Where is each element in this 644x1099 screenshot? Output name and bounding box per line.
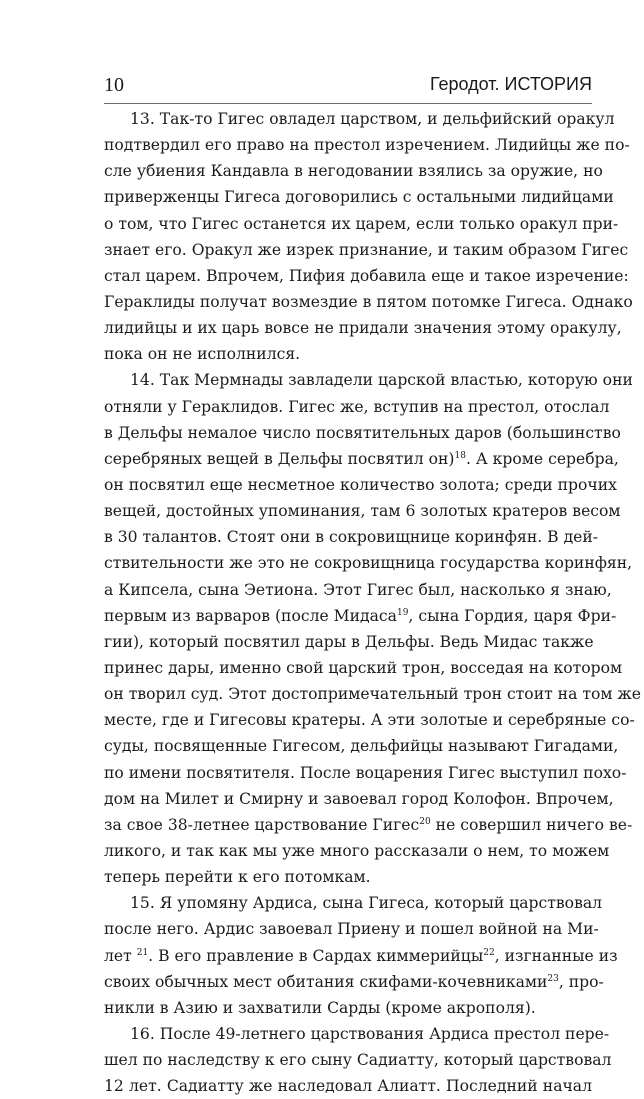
text-segment: сле убиения Кандавла в негодовании взялись за оружие, но bbox=[104, 162, 603, 181]
text-segment: Гераклиды получат возмездие в пятом потомке Гигеса. Однако bbox=[104, 292, 633, 311]
text-segment: гии), который посвятил дары в Дельфы. Ведь Мидас также bbox=[104, 632, 594, 651]
page-header bbox=[104, 74, 592, 100]
text-line bbox=[104, 158, 603, 184]
text-line bbox=[104, 812, 633, 838]
footnote-ref: 21 bbox=[136, 947, 149, 958]
text-segment: ствительности же это не сокровищница государства коринфян, bbox=[104, 554, 633, 573]
text-line bbox=[104, 106, 615, 132]
footnote-ref: 19 bbox=[396, 607, 409, 618]
text-segment: в 30 талантов. Стоят они в сокровищнице коринфян. В дей- bbox=[104, 528, 599, 547]
text-segment: о том, что Гигес останется их царем, если только оракул при- bbox=[104, 214, 619, 233]
text-segment: лидийцы и их царь вовсе не придали значения этому оракулу, bbox=[104, 319, 622, 338]
header-rule bbox=[104, 103, 592, 104]
text-line bbox=[104, 707, 635, 733]
text-segment: подтвердил его право на престол изречением. Лидийцы же по- bbox=[104, 136, 630, 155]
text-line bbox=[104, 890, 603, 916]
text-line bbox=[104, 655, 623, 681]
text-segment: 13. Так-то Гигес овладел царством, и дельфийский оракул bbox=[130, 110, 615, 128]
text-segment: отняли у Гераклидов. Гигес же, вступив на престол, отослал bbox=[104, 397, 610, 416]
text-segment: ликого, и так как мы уже много рассказали о нем, то можем bbox=[104, 841, 610, 860]
text-segment: за свое 38-летнее царствование Гигес bbox=[104, 815, 420, 834]
text-segment: вещей, достойных упоминания, там 6 золотых кратеров весом bbox=[104, 502, 621, 521]
text-line bbox=[104, 315, 622, 341]
text-line bbox=[104, 681, 641, 707]
text-line bbox=[104, 498, 621, 524]
text-line bbox=[104, 394, 610, 420]
body-text bbox=[104, 106, 641, 1099]
text-segment: не совершил ничего ве- bbox=[430, 815, 633, 834]
text-segment: . В его правление в Сардах киммерийцы bbox=[148, 946, 484, 965]
page-number: 10 bbox=[104, 74, 124, 96]
text-segment: месте, где и Гигесовы кратеры. А эти золотые и серебряные со- bbox=[104, 711, 635, 730]
text-line bbox=[104, 733, 619, 759]
text-segment: а Кипсела, сына Эетиона. Этот Гигес был, насколько я знаю, bbox=[104, 580, 612, 599]
text-line bbox=[104, 629, 592, 655]
text-segment: лет bbox=[104, 946, 137, 965]
footnote-ref: 18 bbox=[454, 450, 466, 461]
text-line bbox=[104, 550, 633, 576]
footnote-ref: 23 bbox=[547, 973, 559, 984]
text-segment: , изгнанные из bbox=[494, 946, 618, 965]
text-segment: дом на Милет и Смирну и завоевал город Колофон. Впрочем, bbox=[104, 789, 614, 808]
text-segment: он творил суд. Этот достопримечательный трон стоит на том же bbox=[104, 685, 641, 704]
text-line bbox=[104, 995, 592, 1021]
text-segment: 16. После 49-летнего царствования Ардиса престол пере- bbox=[130, 1024, 610, 1043]
text-line bbox=[104, 237, 629, 263]
text-segment: шел по наследству к его сыну Садиатту, который царствовал bbox=[104, 1051, 612, 1070]
text-segment: суды, посвященные Гигесом, дельфийцы называют Гигадами, bbox=[104, 737, 619, 756]
footnote-ref: 22 bbox=[483, 947, 495, 958]
text-line bbox=[104, 367, 633, 393]
text-line bbox=[104, 786, 614, 812]
text-line bbox=[104, 603, 617, 629]
text-line bbox=[104, 969, 604, 995]
text-segment: , сына Гордия, царя Фри- bbox=[408, 606, 617, 625]
text-segment: знает его. Оракул же изрек признание, и таким образом Гигес bbox=[104, 240, 629, 259]
text-line bbox=[104, 864, 592, 890]
text-segment: , про- bbox=[558, 972, 604, 991]
text-line bbox=[104, 1073, 592, 1099]
text-line bbox=[104, 263, 629, 289]
text-line bbox=[104, 341, 592, 367]
text-segment: 15. Я упомяну Ардиса, сына Гигеса, который царствовал bbox=[130, 894, 603, 913]
text-segment: стал царем. Впрочем, Пифия добавила еще и такое изречение: bbox=[104, 266, 629, 285]
text-segment: первым из варваров (после Мидаса bbox=[104, 606, 397, 625]
text-line bbox=[104, 524, 599, 550]
text-line bbox=[104, 1021, 610, 1047]
text-segment: пока он не исполнился. bbox=[104, 345, 301, 364]
text-line bbox=[104, 943, 618, 969]
text-line bbox=[104, 577, 612, 603]
text-segment: серебряных вещей в Дельфы посвятил он) bbox=[104, 449, 455, 468]
text-segment: 14. Так Мермнады завладели царской властью, которую они bbox=[130, 371, 633, 390]
text-line bbox=[104, 446, 619, 472]
text-line bbox=[104, 184, 614, 210]
text-line bbox=[104, 838, 610, 864]
text-segment: после него. Ардис завоевал Приену и пошел войной на Ми- bbox=[104, 920, 599, 939]
text-segment: он посвятил еще несметное количество золота; среди прочих bbox=[104, 475, 617, 494]
text-segment: в Дельфы немалое число посвятительных даров (большинство bbox=[104, 423, 621, 442]
text-line bbox=[104, 420, 621, 446]
text-line bbox=[104, 211, 619, 237]
text-segment: по имени посвятителя. После воцарения Гигес выступил похо- bbox=[104, 763, 627, 782]
text-segment: . А кроме серебра, bbox=[465, 449, 619, 468]
text-line bbox=[104, 289, 633, 315]
text-line bbox=[104, 1047, 612, 1073]
text-line bbox=[104, 472, 617, 498]
text-line bbox=[104, 760, 627, 786]
text-segment: 12 лет. Садиатту же наследовал Алиатт. Последний начал bbox=[104, 1077, 592, 1096]
running-head: Геродот. ИСТОРИЯ bbox=[429, 74, 592, 94]
text-segment: теперь перейти к его потомкам. bbox=[104, 868, 371, 887]
text-segment: никли в Азию и захватили Сарды (кроме акрополя). bbox=[104, 998, 536, 1017]
text-segment: приверженцы Гигеса договорились с остальными лидийцами bbox=[104, 188, 614, 207]
text-segment: принес дары, именно свой царский трон, восседая на котором bbox=[104, 658, 623, 677]
text-line bbox=[104, 132, 630, 158]
footnote-ref: 20 bbox=[419, 816, 431, 827]
text-line bbox=[104, 916, 599, 942]
text-segment: своих обычных мест обитания скифами-кочевниками bbox=[104, 972, 548, 991]
